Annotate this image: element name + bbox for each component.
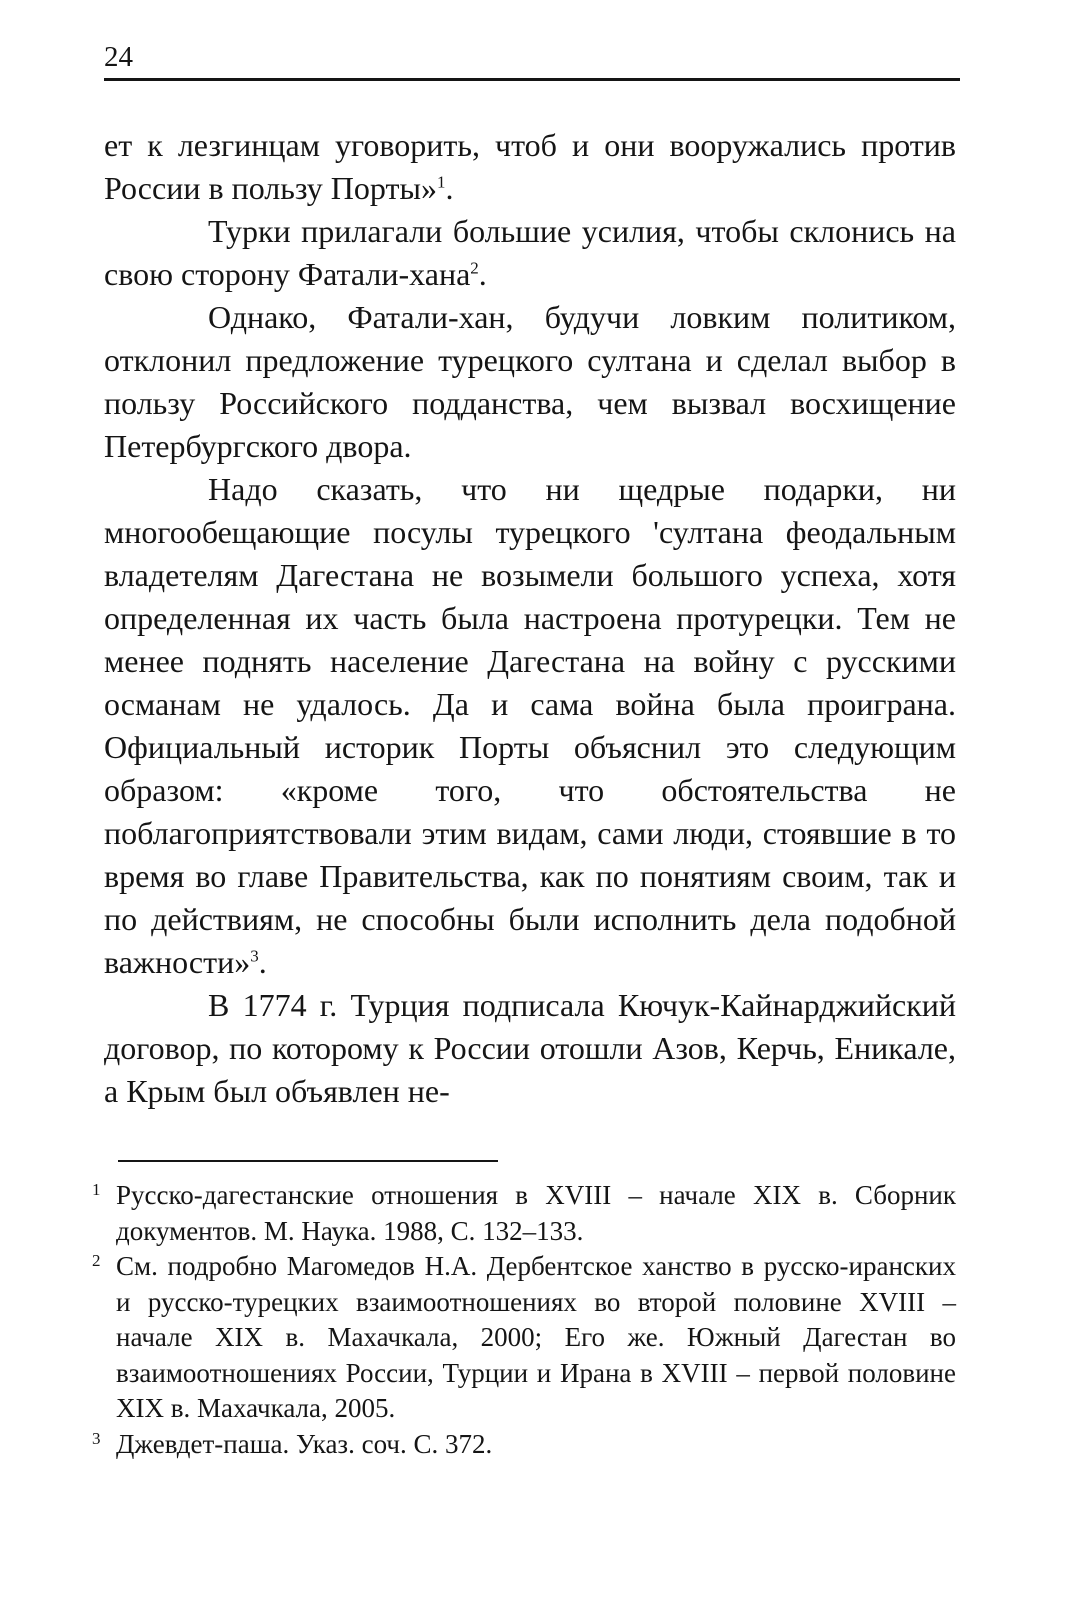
paragraph-4-end: . bbox=[258, 944, 267, 980]
paragraph-1 bbox=[104, 124, 956, 210]
paragraph-3-text: Однако, Фатали-хан, будучи ловким политиком, отклонил предложение турецкого султана и сделал выбор в пользу Российского подданства, чем вызвал восхищение Петербургского двора. bbox=[104, 299, 956, 464]
footnotes bbox=[92, 1178, 956, 1462]
paragraph-1-end: . bbox=[445, 170, 454, 206]
footnote-text-2: См. подробно Магомедов Н.А. Дербентское ханство в русско-иранских и русско-турецких взаимоотношениях во второй половине XVIII – начале XIX в. Махачкала, 2000; Его же. Южный Дагестан во взаимоотношениях России, Турции и Ирана в XVIII – первой половине XIX в. Махачкала, 2005. bbox=[116, 1251, 956, 1423]
paragraph-4-text: Надо сказать, что ни щедрые подарки, ни многообещающие посулы турецкого 'султана феодальным владетелям Дагестана не возымели большого успеха, хотя определенная их часть была настроена протурецки. Тем не менее поднять население Дагестана на войну с русскими османам не удалось. Да и сама война была проиграна. Официальный историк Порты объяснил это следующим образом: «кроме того, что обстоятельства не поблагоприятствовали этим видам, сами люди, стоявшие в то время во главе Правительства, как по понятиям своим, так и по действиям, не способны были исполнить дела подобной важности» bbox=[104, 471, 956, 980]
main-text bbox=[104, 124, 956, 1113]
paragraph-2-end: . bbox=[478, 256, 487, 292]
footnote-mark-1: 1 bbox=[92, 1180, 101, 1199]
footnote-mark-3: 3 bbox=[92, 1428, 101, 1448]
paragraph-3 bbox=[104, 296, 956, 468]
paragraph-2-text: Турки прилагали большие усилия, чтобы склонись на свою сторону Фатали-хана bbox=[104, 213, 956, 292]
footnote-ref-3: 3 bbox=[250, 946, 259, 966]
paragraph-5-text: В 1774 г. Турция подписала Кючук-Кайнарджийский договор, по которому к России отошли Азов, Керчь, Еникале, а Крым был объявлен не- bbox=[104, 987, 956, 1109]
paragraph-4 bbox=[104, 468, 956, 984]
paragraph-1-text: ет к лезгинцам уговорить, чтоб и они вооружались против России в пользу Порты» bbox=[104, 127, 956, 206]
header-rule bbox=[104, 78, 960, 81]
footnote-2 bbox=[92, 1249, 956, 1427]
footnote-1 bbox=[92, 1178, 956, 1249]
paragraph-5 bbox=[104, 984, 956, 1113]
paragraph-2 bbox=[104, 210, 956, 296]
footnote-separator bbox=[118, 1160, 498, 1162]
footnote-ref-1: 1 bbox=[436, 172, 446, 192]
page-number: 24 bbox=[104, 41, 133, 73]
footnote-ref-2: 2 bbox=[470, 258, 479, 278]
footnote-mark-2: 2 bbox=[92, 1251, 101, 1270]
footnote-text-1: Русско-дагестанские отношения в XVIII – начале XIX в. Сборник документов. М. Наука. 1988, С. 132–133. bbox=[116, 1180, 956, 1246]
footnote-text-3: Джевдет-паша. Указ. соч. С. 372. bbox=[116, 1428, 493, 1459]
footnote-3 bbox=[92, 1427, 956, 1463]
